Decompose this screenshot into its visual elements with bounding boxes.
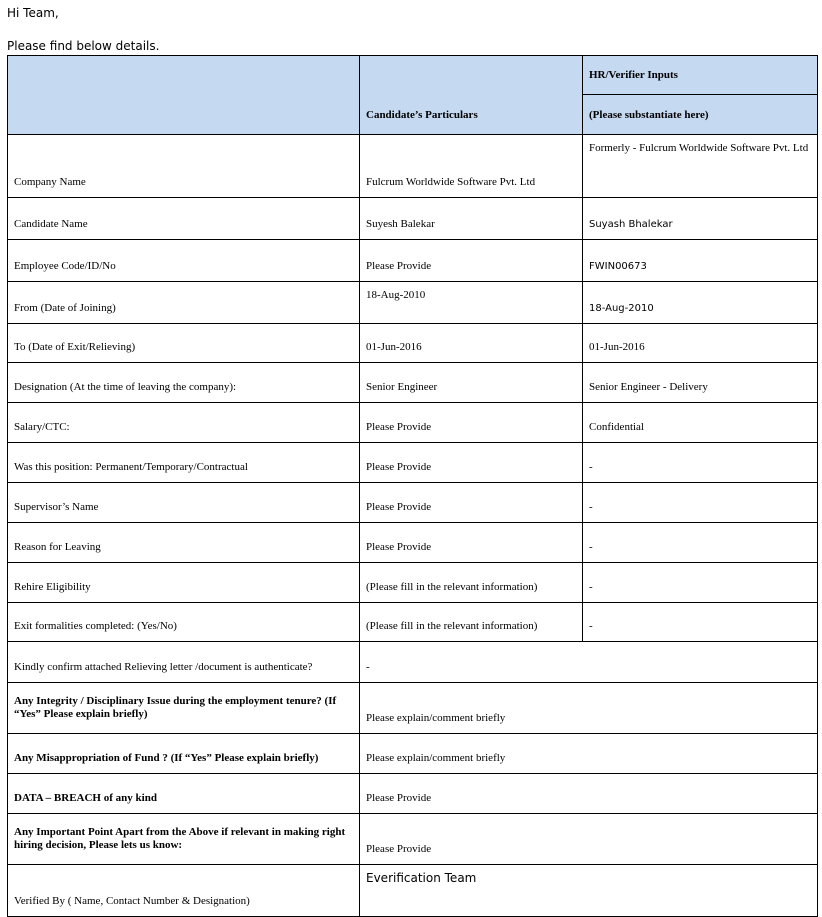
table-row	[8, 642, 818, 683]
row-candidate-value: Please Provide	[360, 523, 583, 563]
row-hr-value: Confidential	[583, 403, 818, 443]
row-label: Rehire Eligibility	[8, 563, 360, 603]
row-label: Kindly confirm attached Relieving letter /document is authenticate?	[8, 642, 360, 683]
row-hr-value: Suyash Bhalekar	[583, 198, 818, 240]
row-hr-value: -	[583, 603, 818, 642]
table-row	[8, 865, 818, 917]
row-hr-value: 01-Jun-2016	[583, 324, 818, 363]
row-candidate-value: (Please fill in the relevant information)	[360, 563, 583, 603]
table-row	[8, 814, 818, 865]
verified-by-value: Everification Team	[360, 865, 818, 917]
table-row	[8, 603, 818, 642]
row-hr-value: FWIN00673	[583, 240, 818, 282]
row-candidate-value: Please Provide	[360, 403, 583, 443]
header-hr-title: HR/Verifier Inputs	[583, 56, 818, 95]
row-hr-value: Senior Engineer - Delivery	[583, 363, 818, 403]
row-hr-value: -	[583, 443, 818, 483]
header-hr-sub: (Please substantiate here)	[583, 95, 818, 135]
row-label: Verified By ( Name, Contact Number & Designation)	[8, 865, 360, 917]
table-row	[8, 523, 818, 563]
row-label: Salary/CTC:	[8, 403, 360, 443]
table-row	[8, 282, 818, 324]
row-label: Any Misappropriation of Fund ? (If “Yes” Please explain briefly)	[8, 734, 360, 774]
row-candidate-value: Please Provide	[360, 443, 583, 483]
row-label: From (Date of Joining)	[8, 282, 360, 324]
row-candidate-value: Suyesh Balekar	[360, 198, 583, 240]
row-label: Any Important Point Apart from the Above if relevant in making right hiring decision, Please lets us know:	[8, 814, 360, 865]
table-row	[8, 198, 818, 240]
row-value: Please Provide	[360, 814, 818, 865]
table-row	[8, 563, 818, 603]
row-label: Supervisor’s Name	[8, 483, 360, 523]
table-row	[8, 403, 818, 443]
row-label: Company Name	[8, 135, 360, 198]
row-candidate-value: Please Provide	[360, 483, 583, 523]
row-candidate-value: (Please fill in the relevant information)	[360, 603, 583, 642]
row-label: Candidate Name	[8, 198, 360, 240]
row-label: Employee Code/ID/No	[8, 240, 360, 282]
row-label: To (Date of Exit/Relieving)	[8, 324, 360, 363]
row-hr-value: 18-Aug-2010	[583, 282, 818, 324]
row-label: Any Integrity / Disciplinary Issue during the employment tenure? (If “Yes” Please explain briefly)	[8, 683, 360, 734]
table-row	[8, 135, 818, 198]
row-hr-value: -	[583, 483, 818, 523]
row-label: Reason for Leaving	[8, 523, 360, 563]
intro-text: Please find below details.	[7, 39, 160, 53]
row-label: Was this position: Permanent/Temporary/Contractual	[8, 443, 360, 483]
row-hr-value: -	[583, 563, 818, 603]
table-row	[8, 734, 818, 774]
table-row	[8, 240, 818, 282]
row-candidate-value: Please Provide	[360, 240, 583, 282]
row-label: Exit formalities completed: (Yes/No)	[8, 603, 360, 642]
table-row	[8, 483, 818, 523]
row-value: Please explain/comment briefly	[360, 683, 818, 734]
header-blank-cell	[8, 56, 360, 135]
table-row	[8, 363, 818, 403]
table-row	[8, 443, 818, 483]
row-hr-value: Formerly - Fulcrum Worldwide Software Pvt. Ltd	[583, 135, 818, 198]
row-candidate-value: Fulcrum Worldwide Software Pvt. Ltd	[360, 135, 583, 198]
row-value: Please explain/comment briefly	[360, 734, 818, 774]
row-candidate-value: 18-Aug-2010	[360, 282, 583, 324]
table-row	[8, 324, 818, 363]
row-label: DATA – BREACH of any kind	[8, 774, 360, 814]
row-hr-value: -	[583, 523, 818, 563]
row-label: Designation (At the time of leaving the company):	[8, 363, 360, 403]
row-candidate-value: Senior Engineer	[360, 363, 583, 403]
verification-table	[7, 55, 818, 917]
row-candidate-value: 01-Jun-2016	[360, 324, 583, 363]
table-row	[8, 683, 818, 734]
table-row	[8, 774, 818, 814]
header-candidate: Candidate’s Particulars	[360, 56, 583, 135]
row-value: -	[360, 642, 818, 683]
greeting-text: Hi Team,	[7, 6, 59, 20]
row-value: Please Provide	[360, 774, 818, 814]
